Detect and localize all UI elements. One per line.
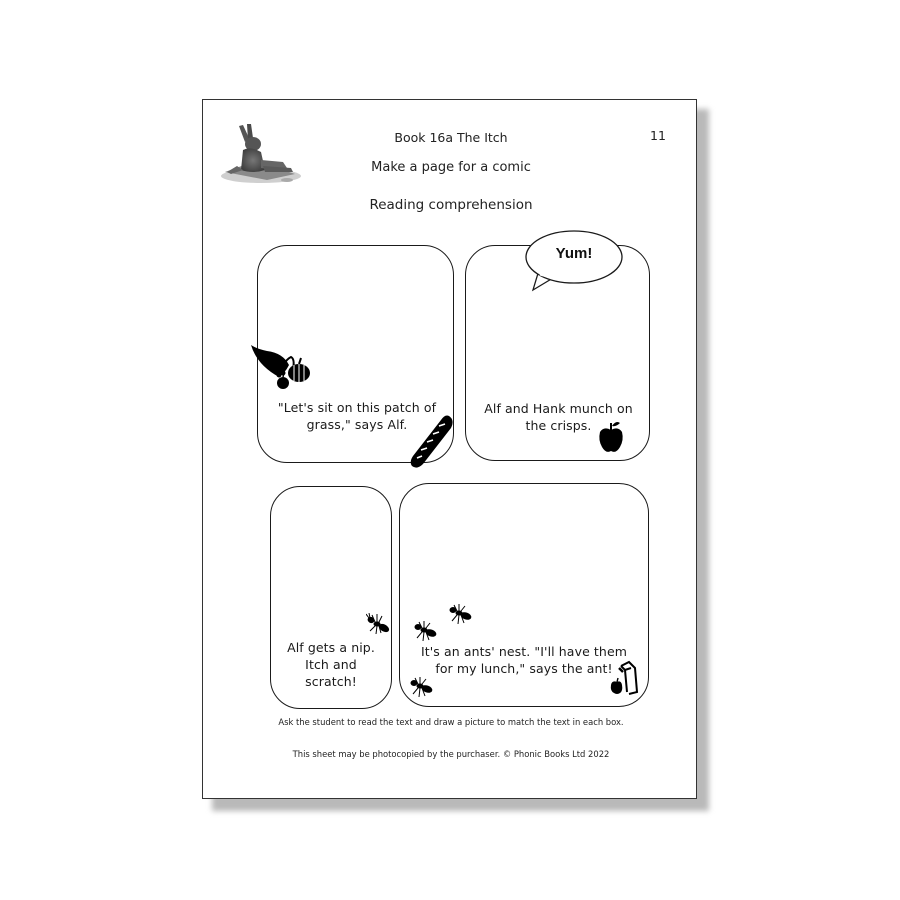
- ant-icon: [448, 603, 472, 625]
- baguette-icon: [409, 414, 455, 470]
- activity-title: Make a page for a comic: [371, 160, 531, 175]
- section-title: Reading comprehension: [369, 197, 533, 213]
- panel-3-caption: Alf gets a nip. Itch and scratch!: [287, 640, 375, 689]
- book-title: Book 16a The Itch: [394, 130, 508, 145]
- instructions-text: Ask the student to read the text and draw a picture to match the text in each box.: [278, 717, 624, 727]
- panel-2-caption: Alf and Hank munch on the crisps.: [484, 401, 633, 433]
- ant-icon: [413, 620, 437, 642]
- lunch-bag-icon: [609, 660, 639, 696]
- speech-bubble-text: Yum!: [555, 245, 593, 262]
- cornucopia-icon: [249, 343, 313, 393]
- rabbit-illustration: [217, 122, 307, 188]
- ant-icon: [409, 676, 433, 698]
- speech-bubble: [523, 228, 625, 292]
- ant-icon: [366, 613, 390, 635]
- page-number: 11: [650, 128, 666, 143]
- panel-1-caption: "Let's sit on this patch of grass," says Alf.: [277, 400, 437, 432]
- apple-icon: [598, 420, 624, 454]
- worksheet-page: [202, 99, 697, 799]
- comic-panel-3[interactable]: [270, 486, 392, 709]
- panel-4-caption: It's an ants' nest. "I'll have them for my lunch," says the ant!: [420, 644, 628, 676]
- copyright-text: This sheet may be photocopied by the purchaser. © Phonic Books Ltd 2022: [292, 749, 610, 759]
